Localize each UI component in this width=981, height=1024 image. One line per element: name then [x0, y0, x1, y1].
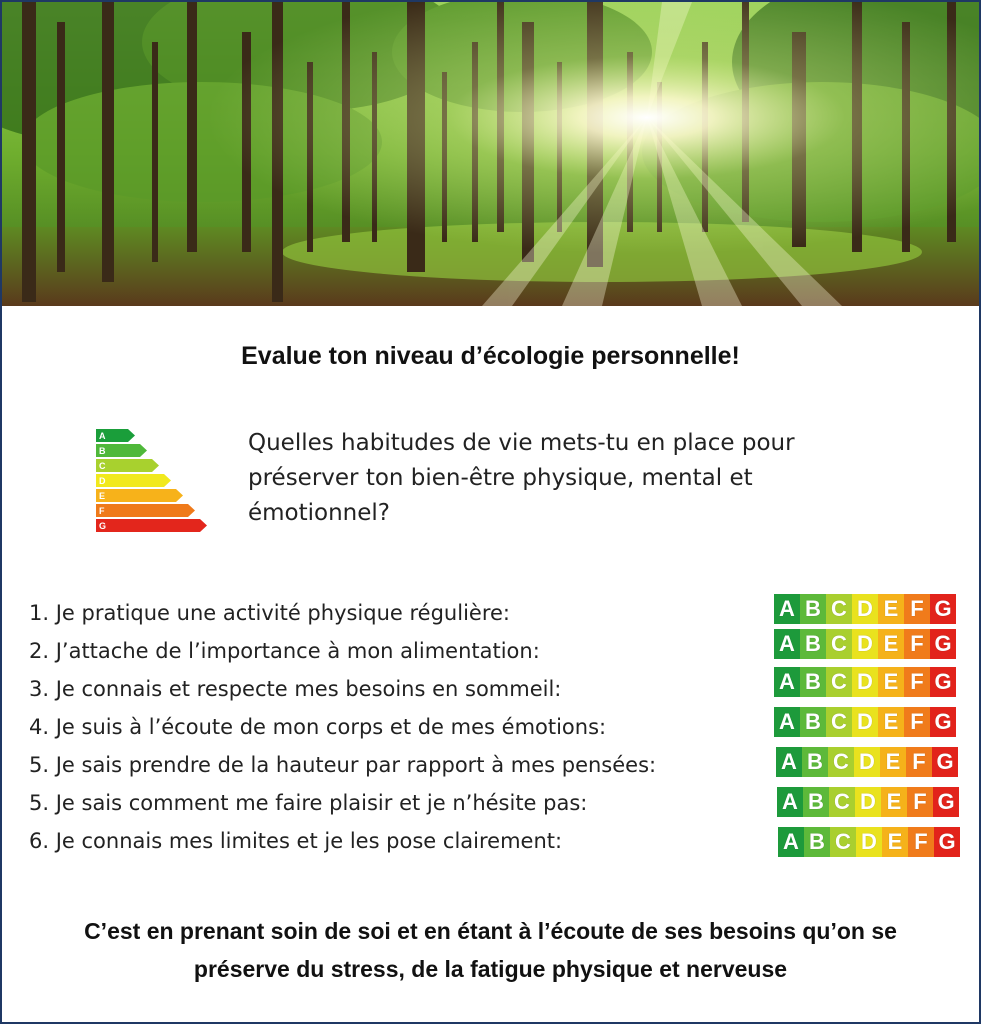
rating-option-g[interactable]: G — [930, 629, 956, 659]
rating-option-c[interactable]: C — [829, 787, 855, 817]
rating-option-d[interactable]: D — [852, 629, 878, 659]
rating-option-b[interactable]: B — [803, 787, 829, 817]
habit-item-3: 3. Je connais et respecte mes besoins en sommeil: — [29, 677, 562, 701]
rating-option-e[interactable]: E — [878, 667, 904, 697]
rating-option-c[interactable]: C — [830, 827, 856, 857]
habit-item-6: 5. Je sais comment me faire plaisir et je n’hésite pas: — [29, 791, 588, 815]
rating-option-a[interactable]: A — [778, 827, 804, 857]
energy-letter-d: D — [99, 476, 106, 486]
energy-letter-a: A — [99, 431, 106, 441]
footer-line-1: C’est en prenant soin de soi et en étant à l’écoute de ses besoins qu’on se — [84, 918, 897, 944]
rating-option-f[interactable]: F — [907, 787, 933, 817]
rating-option-f[interactable]: F — [906, 747, 932, 777]
rating-scale-6[interactable] — [777, 787, 959, 817]
energy-bar-e — [96, 489, 183, 502]
rating-option-e[interactable]: E — [878, 594, 904, 624]
rating-option-b[interactable]: B — [802, 747, 828, 777]
habit-item-1: 1. Je pratique une activité physique régulière: — [29, 601, 510, 625]
rating-option-a[interactable]: A — [774, 707, 800, 737]
energy-letter-b: B — [99, 446, 106, 456]
rating-option-d[interactable]: D — [855, 787, 881, 817]
rating-option-f[interactable]: F — [904, 707, 930, 737]
rating-option-a[interactable]: A — [774, 594, 800, 624]
rating-option-c[interactable]: C — [826, 594, 852, 624]
energy-letter-e: E — [99, 491, 106, 501]
rating-option-g[interactable]: G — [934, 827, 960, 857]
rating-scale-2[interactable] — [774, 629, 956, 659]
rating-option-f[interactable]: F — [904, 667, 930, 697]
rating-scale-3[interactable] — [774, 667, 956, 697]
rating-scale-1[interactable] — [774, 594, 956, 624]
rating-option-b[interactable]: B — [800, 667, 826, 697]
energy-label-icon — [94, 427, 214, 537]
rating-option-g[interactable]: G — [933, 787, 959, 817]
rating-option-e[interactable]: E — [881, 787, 907, 817]
rating-option-a[interactable]: A — [777, 787, 803, 817]
energy-letter-c: C — [99, 461, 106, 471]
rating-option-a[interactable]: A — [774, 667, 800, 697]
rating-option-a[interactable]: A — [774, 629, 800, 659]
rating-option-b[interactable]: B — [800, 594, 826, 624]
rating-option-b[interactable]: B — [804, 827, 830, 857]
rating-option-d[interactable]: D — [852, 594, 878, 624]
energy-bar-f — [96, 504, 195, 517]
rating-option-d[interactable]: D — [852, 667, 878, 697]
rating-option-f[interactable]: F — [904, 594, 930, 624]
energy-letter-f: F — [99, 506, 105, 516]
habit-list — [29, 594, 769, 860]
habit-item-4: 4. Je suis à l’écoute de mon corps et de mes émotions: — [29, 715, 607, 739]
rating-option-c[interactable]: C — [826, 629, 852, 659]
rating-option-b[interactable]: B — [800, 707, 826, 737]
rating-scale-4[interactable] — [774, 707, 956, 737]
habit-item-7: 6. Je connais mes limites et je les pose clairement: — [29, 829, 563, 853]
rating-option-c[interactable]: C — [826, 707, 852, 737]
rating-option-f[interactable]: F — [904, 629, 930, 659]
page-title: Evalue ton niveau d’écologie personnelle! — [241, 342, 740, 370]
rating-option-c[interactable]: C — [828, 747, 854, 777]
rating-option-c[interactable]: C — [826, 667, 852, 697]
rating-scale-7[interactable] — [778, 827, 960, 857]
rating-option-e[interactable]: E — [880, 747, 906, 777]
habit-item-2: 2. J’attache de l’importance à mon alimentation: — [29, 639, 540, 663]
forest-photo — [2, 2, 979, 306]
rating-option-f[interactable]: F — [908, 827, 934, 857]
energy-bar-g — [96, 519, 207, 532]
rating-option-g[interactable]: G — [930, 594, 956, 624]
rating-scale-5[interactable] — [776, 747, 958, 777]
rating-option-a[interactable]: A — [776, 747, 802, 777]
rating-option-g[interactable]: G — [930, 707, 956, 737]
question-text: Quelles habitudes de vie mets-tu en place pour préserver ton bien-être physique, mental et émotionnel? — [248, 430, 795, 526]
rating-option-g[interactable]: G — [932, 747, 958, 777]
rating-option-d[interactable]: D — [852, 707, 878, 737]
rating-option-d[interactable]: D — [856, 827, 882, 857]
rating-option-e[interactable]: E — [878, 707, 904, 737]
habit-item-5: 5. Je sais prendre de la hauteur par rapport à mes pensées: — [29, 753, 657, 777]
energy-bar-d — [96, 474, 171, 487]
rating-option-e[interactable]: E — [878, 629, 904, 659]
footer-line-2: préserve du stress, de la fatigue physique et nerveuse — [193, 956, 788, 982]
rating-option-d[interactable]: D — [854, 747, 880, 777]
energy-letter-g: G — [99, 521, 107, 531]
rating-option-b[interactable]: B — [800, 629, 826, 659]
footer-message — [2, 912, 979, 988]
rating-option-e[interactable]: E — [882, 827, 908, 857]
rating-option-g[interactable]: G — [930, 667, 956, 697]
